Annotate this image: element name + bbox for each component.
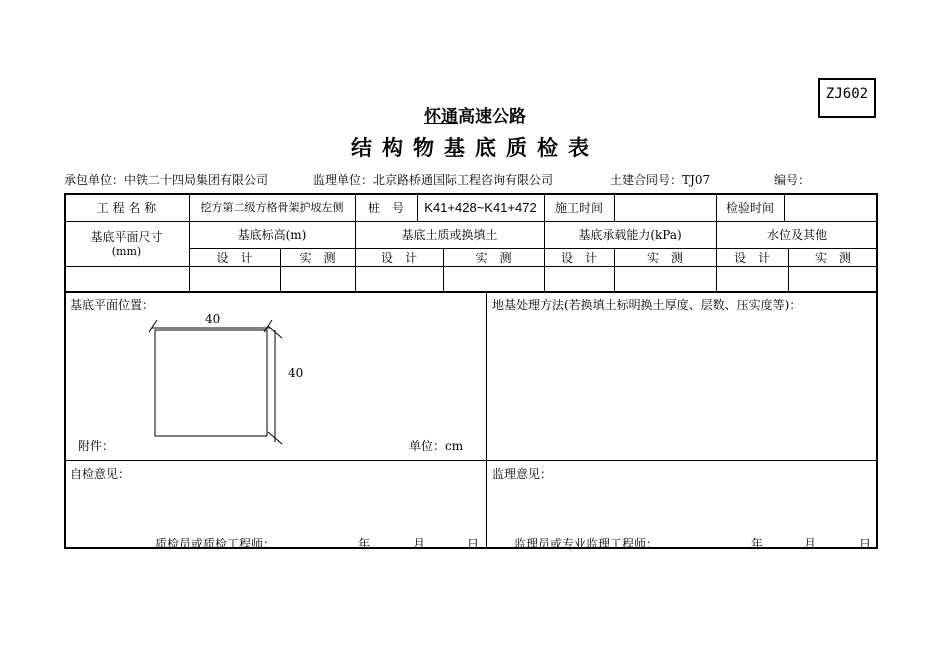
capacity-label: 基底承载能力(kPa) [578,228,682,242]
contractor-info: 承包单位：中铁二十四局集团有限公司 [64,173,269,187]
dimension-width: 40 [205,312,221,326]
dimension-height: 40 [288,366,304,380]
water-label: 水位及其他 [766,228,827,242]
form-code: ZJ602 [825,86,869,102]
supervision-signer: 监理员或专业监理工程师： [514,537,659,551]
elevation-actual-header: 实 测 [299,250,336,265]
construction-time-label: 施工时间 [554,200,603,215]
self-check-day: 日 [467,537,480,551]
project-label: 工 程 名 称 [96,200,157,215]
supervision-day: 日 [859,537,872,551]
unit-label: 单位：cm [409,439,464,453]
contract-number: 土建合同号：TJ07 [610,173,711,187]
self-check-year: 年 [358,537,371,551]
capacity-design-header: 设 计 [560,250,597,265]
supervisor-info: 监理单位：北京路桥通国际工程咨询有限公司 [313,173,554,187]
treatment-method-label: 地基处理方法(若换填土标明换土厚度、层数、压实度等)： [492,298,802,312]
project-name-part1: 怀通 [424,107,458,127]
self-check-month: 月 [413,537,426,551]
form-title: 结构物基底质检表 [351,136,599,160]
serial-number: 编号： [774,173,811,187]
project-value: 挖方第二级方格骨架护坡左侧 [200,201,344,214]
water-design-header: 设 计 [733,250,770,265]
supervision-label: 监理意见： [492,467,553,481]
attachment-label: 附件： [78,439,115,453]
self-check-label: 自检意见： [70,467,131,481]
supervision-year: 年 [751,537,764,551]
plan-size-unit: (mm) [111,245,142,258]
station-label: 桩 号 [367,200,404,215]
water-actual-header: 实 测 [814,250,851,265]
soil-actual-header: 实 测 [475,250,512,265]
capacity-actual-header: 实 测 [646,250,683,265]
elevation-label: 基底标高(m) [237,228,307,242]
supervision-month: 月 [804,537,817,551]
soil-design-header: 设 计 [380,250,417,265]
self-check-signer: 质检员或质检工程师： [155,537,276,551]
project-name-part2: 高速公路 [458,107,526,127]
plan-position-label: 基底平面位置： [70,298,155,312]
soil-label: 基底土质或换填土 [401,228,498,242]
inspection-time-label: 检验时间 [725,200,774,215]
station-value: K41+428~K41+472 [424,199,537,215]
plan-size-label: 基底平面尺寸 [90,230,163,244]
elevation-design-header: 设 计 [216,250,253,265]
